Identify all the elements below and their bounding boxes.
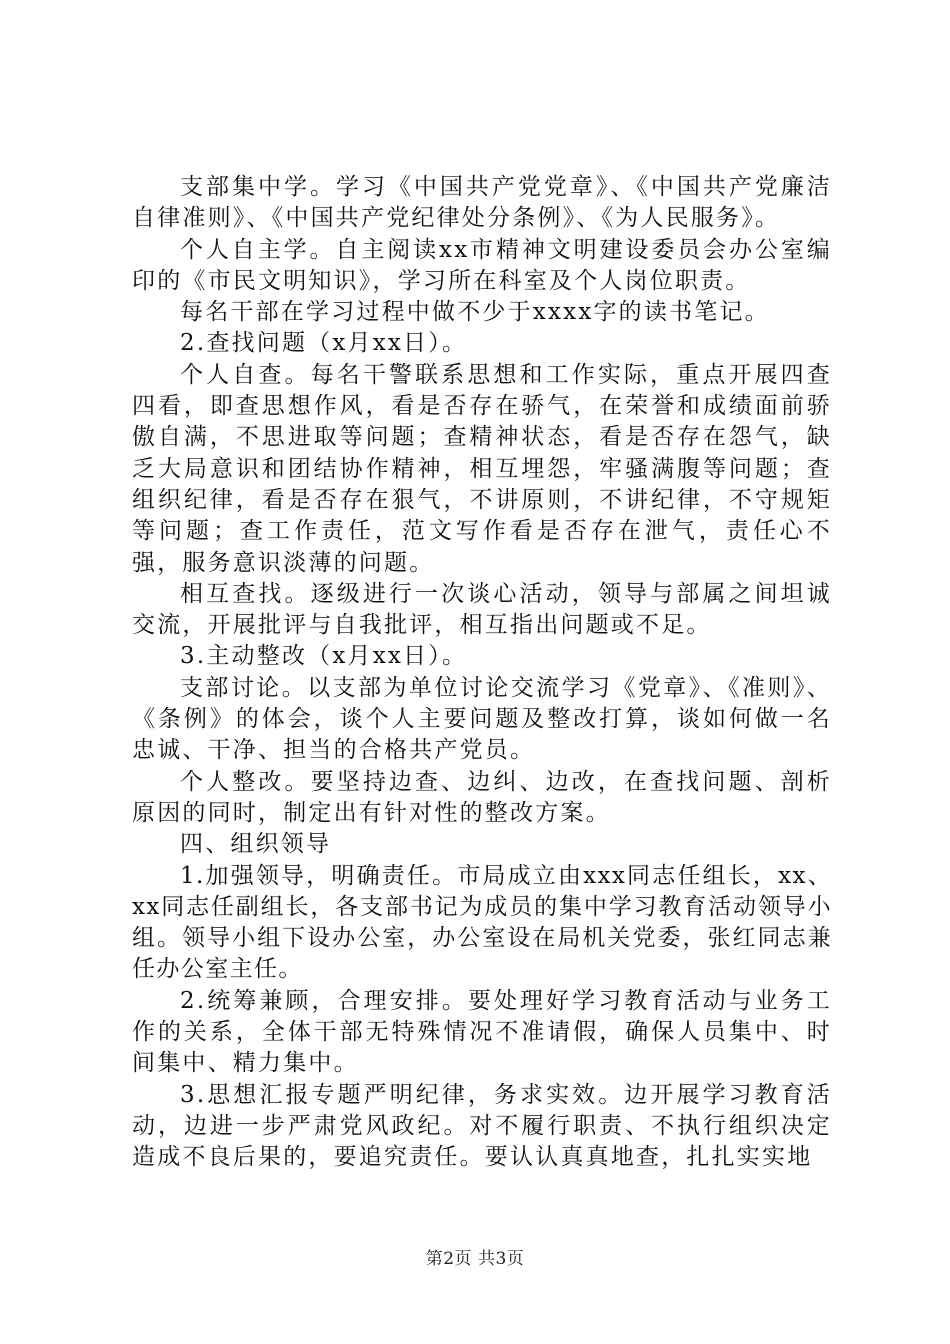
heading-organization-leadership: 四、组织领导 — [180, 831, 332, 858]
paragraph-mutual-check: 相互查找。逐级进行一次谈心活动，领导与部属之间坦诚交流，开展批评与自我批评，相互指出问题或不足。 — [132, 580, 832, 639]
paragraph-overall-planning: 2.统筹兼顾，合理安排。要处理好学习教育活动与业务工作的关系，全体干部无特殊情况不准请假，确保人员集中、时间集中、精力集中。 — [132, 987, 832, 1077]
heading-find-problems: 2.查找问题（x月xx日）。 — [180, 330, 468, 357]
page-number-footer: 第2页 共3页 — [425, 1249, 525, 1269]
paragraph-strengthen-leadership: 1.加强领导，明确责任。市局成立由xxx同志任组长，xx、xx同志任副组长，各支部书记为成员的集中学习教育活动领导小组。领导小组下设办公室，办公室设在局机关党委，张红同志兼任办公室主任。 — [132, 862, 832, 983]
heading-rectification: 3.主动整改（x月xx日）。 — [180, 643, 468, 670]
paragraph-reading-notes: 每名干部在学习过程中做不少于xxxx字的读书笔记。 — [180, 299, 770, 326]
paragraph-personal-rectification: 个人整改。要坚持边查、边纠、边改，在查找问题、剖析原因的同时，制定出有针对性的整改方案。 — [132, 768, 832, 826]
paragraph-self-check: 个人自查。每名干警联系思想和工作实际，重点开展四查四看，即查思想作风，看是否存在骄气，在荣誉和成绩面前骄傲自满，不思进取等问题；查精神状态，看是否存在怨气，缺乏大局意识和团结协作精神，相互埋怨，牢骚满腹等问题；查组织纪律，看是否存在狠气，不讲原则，不讲纪律，不守规矩等问题；查工作责任，范文写作看是否存在泄气，责任心不强，服务意识淡薄的问题。 — [132, 361, 832, 576]
paragraph-branch-discussion: 支部讨论。以支部为单位讨论交流学习《党章》、《准则》、《条例》的体会，谈个人主要问题及整改打算，谈如何做一名忠诚、干净、担当的合格共产党员。 — [132, 674, 832, 764]
document-body — [132, 172, 832, 1174]
paragraph-self-study: 个人自主学。自主阅读xx市精神文明建设委员会办公室编印的《市民文明知识》，学习所在科室及个人岗位职责。 — [132, 236, 832, 294]
paragraph-branch-study: 支部集中学。学习《中国共产党党章》、《中国共产党廉洁自律准则》、《中国共产党纪律处分条例》、《为人民服务》。 — [132, 174, 832, 232]
paragraph-strict-discipline: 3.思想汇报专题严明纪律，务求实效。边开展学习教育活动，边进一步严肃党风政纪。对不履行职责、不执行组织决定造成不良后果的，要追究责任。要认认真真地查，扎扎实实地 — [132, 1081, 832, 1171]
